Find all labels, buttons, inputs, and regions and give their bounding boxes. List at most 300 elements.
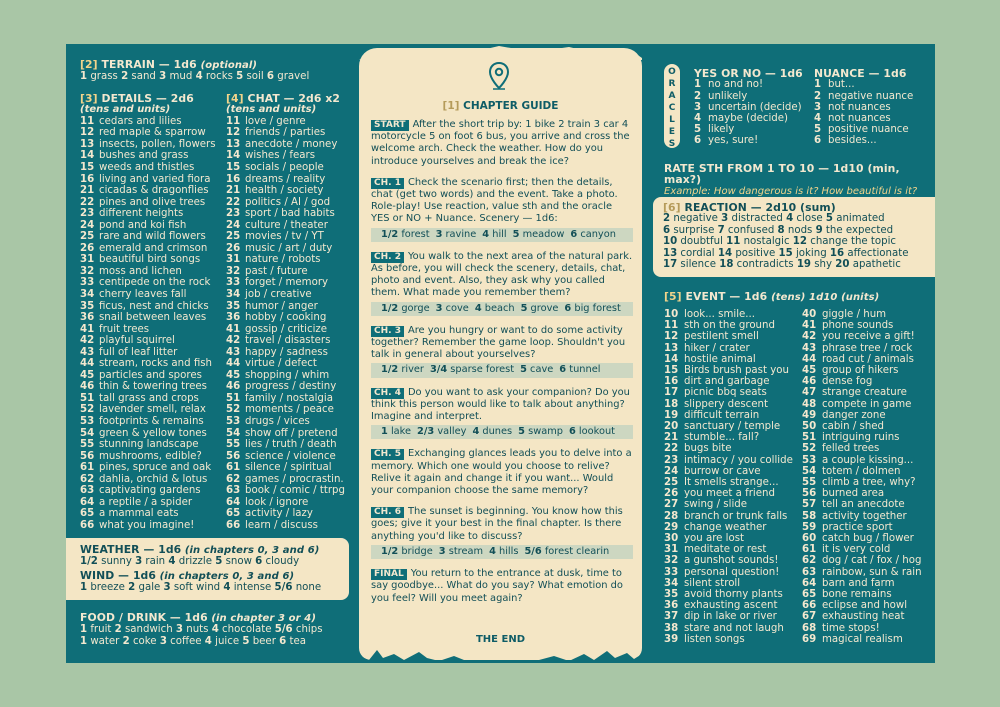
option-label: rocks: [202, 71, 237, 83]
item-text: you receive a gift!: [822, 331, 915, 343]
scenery-options: [371, 228, 633, 242]
scenery-number: 4: [472, 426, 480, 438]
list-item: [802, 331, 935, 342]
reaction-row: [663, 248, 908, 259]
item-text: not nuances: [828, 113, 891, 125]
item-number: 52: [226, 404, 241, 416]
list-item: [226, 439, 356, 451]
list-item: [80, 277, 226, 289]
list-item: [226, 508, 356, 520]
list-item: [802, 455, 935, 466]
item-text: tell an anecdote: [822, 499, 905, 511]
list-item: [664, 354, 804, 365]
list-item: [226, 266, 356, 278]
list-item: [80, 162, 226, 174]
option-label: confused: [724, 224, 778, 236]
item-text: pines, spruce and oak: [99, 462, 212, 474]
option-label: tea: [286, 635, 306, 647]
chapter-entry: [371, 251, 633, 316]
item-text: a gunshot sounds!: [684, 555, 779, 567]
item-text: meditate or rest: [684, 544, 767, 556]
item-text: giggle / hum: [822, 309, 887, 320]
item-text: but...: [828, 79, 855, 91]
item-text: learn / discuss: [245, 519, 318, 531]
list-item: [664, 466, 804, 477]
item-text: cicadas & dragonflies: [99, 185, 209, 197]
weather-note: (in chapters 0, 3 and 6): [181, 545, 320, 556]
list-item: [694, 124, 824, 135]
item-text: moss and lichen: [99, 265, 182, 277]
item-number: 13: [226, 138, 241, 150]
list-item: [694, 113, 824, 124]
list-item: [802, 443, 935, 454]
chapter-text: Do you want to ask your companion? Do you think this person would like to talk about anything? Imagine and interpret.: [371, 386, 630, 423]
item-text: group of hikers: [822, 365, 899, 377]
list-item: [80, 508, 226, 520]
item-number: 25: [226, 231, 241, 243]
weather-title: WEATHER — 1d6: [80, 543, 182, 556]
reaction-row: [663, 236, 908, 247]
scenery-number: 1/2: [381, 302, 399, 314]
item-text: travel / disasters: [245, 335, 331, 347]
item-text: forget / memory: [245, 277, 329, 289]
item-number: 15: [664, 365, 679, 377]
chapter-entry: [371, 448, 633, 497]
details-list: [80, 116, 226, 532]
item-text: hiker / crater: [684, 342, 750, 354]
item-number: 53: [226, 416, 241, 428]
reaction-list: [663, 213, 908, 270]
item-text: living and varied fiora: [99, 173, 211, 185]
scenery-number: 5: [512, 228, 520, 240]
item-number: 66: [80, 519, 95, 531]
option-label: gale: [135, 582, 164, 594]
item-number: 67: [802, 611, 817, 623]
chapter-guide-title: [359, 100, 642, 112]
list-item: [80, 451, 226, 463]
list-item: [226, 324, 356, 336]
list-item: [226, 208, 356, 220]
item-text: green & yellow tones: [99, 427, 207, 439]
list-item: [226, 347, 356, 359]
list-item: [226, 404, 356, 416]
list-item: [802, 432, 935, 443]
option-label: nods: [784, 224, 816, 236]
event-column-1: [664, 309, 804, 645]
list-item: [802, 544, 935, 555]
item-number: 44: [80, 358, 95, 370]
item-text: intriguing ruins: [822, 432, 900, 444]
yes-no-section: [694, 68, 824, 147]
item-text: exhausting ascent: [684, 600, 778, 612]
item-text: climb a tree, why?: [822, 477, 916, 489]
list-item: [664, 421, 804, 432]
reaction-row: [663, 259, 908, 270]
item-number: 32: [664, 555, 679, 567]
chapter-entry: [371, 177, 633, 242]
list-item: [802, 623, 935, 634]
item-number: 2: [814, 90, 822, 102]
rate-title: RATE STH FROM 1 TO 10 — 1d10 (min, max?): [664, 162, 900, 187]
item-number: 21: [226, 185, 241, 197]
terrain-section: [80, 59, 350, 83]
option-number: 15: [778, 247, 793, 259]
list-item: [226, 485, 356, 497]
item-text: captivating gardens: [99, 485, 201, 497]
chapter-text: Check the scenario first; then the details, chat (get two words) and the event. Take a photo. Role-play! Use reaction, value sth and the oracle YES or NO + Nuance. Scenery — 1d6:: [371, 176, 618, 225]
list-item: [80, 266, 226, 278]
option-label: distracted: [728, 213, 787, 225]
list-item: [802, 533, 935, 544]
item-text: unlikely: [708, 90, 748, 102]
option-label: rain: [142, 556, 169, 568]
item-text: science / violence: [245, 450, 336, 462]
item-text: ficus, nest and chicks: [99, 300, 209, 312]
option-label: apathetic: [849, 259, 901, 271]
item-number: 14: [664, 353, 679, 365]
item-number: 12: [226, 127, 241, 139]
list-item: [80, 197, 226, 209]
option-number: 4: [204, 635, 212, 647]
item-text: dense fog: [822, 376, 873, 388]
option-label: doubtful: [677, 236, 727, 248]
list-item: [664, 365, 804, 376]
scenery-label: gorge: [398, 302, 430, 314]
item-number: 25: [80, 231, 95, 243]
scenery-label: stream: [445, 545, 484, 557]
option-label: intense: [230, 582, 275, 594]
item-number: 43: [226, 346, 241, 358]
item-text: lavender smell, relax: [99, 404, 206, 416]
oracles-vertical-label: [664, 64, 680, 148]
list-item: [80, 497, 226, 509]
item-number: 27: [664, 499, 679, 511]
list-item: [802, 578, 935, 589]
item-text: insects, pollen, flowers: [99, 138, 216, 150]
list-item: [80, 116, 226, 128]
item-text: centipede on the rock: [99, 277, 211, 289]
option-label: coffee: [166, 635, 205, 647]
list-item: [226, 220, 356, 232]
oracle-letter: O: [668, 67, 676, 77]
list-item: [664, 555, 804, 566]
list-item: [80, 381, 226, 393]
option-number: 1/2: [80, 556, 98, 568]
item-number: 37: [664, 611, 679, 623]
item-text: time stops!: [822, 622, 880, 634]
list-item: [664, 578, 804, 589]
item-number: 23: [80, 208, 95, 220]
item-number: 34: [80, 289, 95, 301]
item-text: difficult terrain: [684, 409, 760, 421]
item-text: yes, sure!: [708, 135, 759, 147]
item-number: 51: [226, 392, 241, 404]
scenery-number: 6: [568, 426, 576, 438]
item-number: 34: [226, 289, 241, 301]
item-number: 5: [694, 124, 702, 136]
list-item: [802, 309, 935, 320]
list-item: [802, 589, 935, 600]
option-number: 12: [792, 236, 807, 248]
list-item: [664, 387, 804, 398]
list-item: [226, 358, 356, 370]
list-item: [802, 611, 935, 622]
oracle-letter: C: [668, 103, 676, 113]
item-text: activity / lazy: [245, 508, 313, 520]
option-number: 4: [195, 71, 203, 83]
item-text: dog / cat / fox / hog: [822, 555, 922, 567]
item-number: 31: [664, 544, 679, 556]
item-number: 13: [664, 342, 679, 354]
item-number: 45: [802, 365, 817, 377]
item-number: 36: [80, 312, 95, 324]
list-item: [664, 376, 804, 387]
item-text: picnic bbq seats: [684, 387, 767, 399]
item-number: 69: [802, 633, 817, 645]
list-item: [80, 335, 226, 347]
grass-silhouette: [359, 642, 642, 663]
item-text: full of leaf litter: [99, 346, 178, 358]
item-text: weeds and thistles: [99, 162, 195, 173]
option-label: cordial: [677, 247, 718, 259]
rate-section: [664, 163, 934, 197]
item-number: 64: [226, 496, 241, 508]
scenery-label: river: [398, 364, 424, 376]
list-item: [226, 312, 356, 324]
wind-title: WIND — 1d6: [80, 568, 156, 582]
item-text: look / ignore: [245, 496, 309, 508]
list-item: [226, 428, 356, 440]
scenery-label: valley: [434, 426, 467, 438]
item-number: 33: [226, 277, 241, 289]
list-item: [802, 488, 935, 499]
item-number: 52: [80, 404, 95, 416]
rate-example: Example: How dangerous is it? How beautiful is it?: [664, 185, 918, 197]
item-number: 4: [694, 113, 702, 125]
item-number: 62: [80, 473, 95, 485]
option-label: positive: [732, 247, 779, 259]
item-number: 18: [664, 398, 679, 410]
item-number: 49: [802, 409, 817, 421]
scenery-number: 3: [435, 228, 443, 240]
option-label: breeze: [87, 582, 129, 594]
list-item: [226, 127, 356, 139]
option-number: 4: [168, 556, 176, 568]
item-number: 43: [80, 346, 95, 358]
torn-edge-top: [359, 44, 642, 60]
chat-code: [4]: [226, 92, 244, 105]
item-number: 29: [664, 521, 679, 533]
option-label: change the topic: [806, 236, 897, 248]
item-text: stunning landscape: [99, 439, 199, 451]
scenery-number: 1: [381, 426, 388, 438]
item-number: 35: [226, 300, 241, 312]
item-number: 6: [694, 135, 702, 147]
option-number: 4: [223, 582, 231, 594]
reaction-box: [653, 197, 935, 277]
item-text: maybe (decide): [708, 113, 789, 125]
list-item: [226, 277, 356, 289]
oracle-letter: L: [669, 115, 675, 125]
item-text: cabin / shed: [822, 421, 885, 433]
item-text: sth on the ground: [684, 320, 775, 332]
scenery-number: 5: [518, 426, 525, 438]
list-item: [664, 499, 804, 510]
chapter-text: You return to the entrance at dusk, time to say goodbye... What do you say? What emotion do you feel? Will you meet again?: [371, 568, 623, 604]
list-item: [80, 520, 226, 532]
item-text: burned area: [822, 488, 885, 500]
item-number: 53: [802, 454, 817, 466]
item-number: 42: [80, 335, 95, 347]
item-text: show off / pretend: [245, 427, 338, 439]
item-number: 35: [80, 300, 95, 312]
list-item: [226, 139, 356, 151]
terrain-options: [80, 71, 350, 82]
chapter-badge: CH. 4: [371, 388, 404, 399]
item-text: socials / people: [245, 162, 324, 173]
chapter-entry: [371, 387, 633, 440]
item-text: humor / anger: [245, 300, 318, 312]
scenery-label: ravine: [442, 228, 477, 240]
scenery-label: hills: [495, 545, 519, 557]
option-label: gravel: [274, 71, 310, 83]
item-text: you are lost: [684, 533, 745, 545]
item-text: likely: [708, 124, 735, 136]
item-text: danger zone: [822, 409, 886, 421]
option-label: joking: [792, 247, 830, 259]
chapter-guide-panel: [359, 48, 642, 660]
item-text: magical realism: [822, 633, 903, 645]
event-code: [5]: [664, 290, 682, 303]
list-item: [802, 634, 935, 645]
map-pin-icon: [489, 62, 509, 94]
details-code: [3]: [80, 92, 98, 105]
list-item: [802, 511, 935, 522]
list-item: [694, 91, 824, 102]
scenery-number: 3: [438, 545, 446, 557]
nuance-title: NUANCE — 1d6: [814, 67, 907, 80]
item-number: 14: [226, 150, 241, 162]
option-number: 19: [796, 259, 812, 271]
list-item: [80, 474, 226, 486]
list-item: [664, 477, 804, 488]
item-text: thin & towering trees: [99, 381, 207, 393]
list-item: [80, 185, 226, 197]
item-text: practice sport: [822, 521, 893, 533]
option-number: 2: [663, 213, 671, 225]
item-text: silent stroll: [684, 577, 741, 589]
chapter-text: You walk to the next area of the natural park. As before, you will check the scenery, details, chat, photo and event. Also, they ask why you called them. What made you remember them?: [371, 250, 633, 299]
option-number: 3: [175, 624, 183, 636]
option-number: 5: [242, 635, 250, 647]
chapter-text: The sunset is beginning. You know how this goes; give it your best in the final chapter. Is there anything you'd like to discuss?: [371, 506, 623, 542]
list-item: [802, 477, 935, 488]
scenery-number: 5: [520, 364, 527, 376]
list-item: [80, 231, 226, 243]
item-number: 68: [802, 622, 817, 634]
item-text: totem / dolmen: [822, 465, 901, 477]
item-number: 35: [664, 589, 679, 601]
option-number: 4: [211, 624, 219, 636]
scenery-label: lake: [387, 426, 412, 438]
item-number: 65: [802, 589, 817, 601]
item-number: 11: [80, 115, 95, 127]
item-text: it is very cold: [822, 544, 891, 556]
item-text: bushes and grass: [99, 150, 189, 162]
item-number: 28: [664, 510, 679, 522]
item-number: 30: [664, 533, 679, 545]
list-item: [80, 254, 226, 266]
item-text: drugs / vices: [245, 416, 310, 428]
chapter-text: After the short trip by: 1 bike 2 train 3 car 4 motorcycle 5 on foot 6 bus, you arrive and cross the welcome arch. Check the weather. How do you introduce yourselves and break the ice?: [371, 119, 630, 167]
scenery-label: big forest: [571, 302, 621, 314]
option-label: sandwich: [121, 624, 176, 636]
option-label: surprise: [670, 224, 718, 236]
list-item: [80, 208, 226, 220]
option-number: 2: [114, 624, 122, 636]
item-text: silence / spiritual: [245, 462, 332, 474]
chat-title: CHAT — 2d6 x2: [247, 92, 340, 105]
details-subtitle: (tens and units): [80, 104, 171, 116]
reaction-title: REACTION — 2d10 (sum): [684, 201, 836, 214]
item-number: 24: [664, 465, 679, 477]
item-text: lies / truth / death: [245, 439, 337, 451]
item-number: 22: [80, 196, 95, 208]
item-text: exhausting heat: [822, 611, 905, 623]
item-text: past / future: [245, 265, 308, 277]
item-text: change weather: [684, 521, 767, 533]
list-item: [664, 343, 804, 354]
option-label: grass: [87, 71, 122, 83]
scenery-number: 6: [564, 302, 572, 314]
item-number: 36: [664, 600, 679, 612]
item-number: 39: [664, 633, 679, 645]
yes-no-title: YES OR NO — 1d6: [694, 67, 803, 80]
item-number: 54: [226, 427, 241, 439]
item-number: 55: [802, 477, 817, 489]
item-number: 40: [802, 309, 817, 320]
details-section: [80, 93, 226, 532]
option-label: none: [292, 582, 322, 594]
item-text: not nuances: [828, 101, 891, 113]
option-number: 20: [835, 259, 850, 271]
item-text: gossip / criticize: [245, 323, 328, 335]
list-item: [80, 312, 226, 324]
item-number: 15: [226, 162, 241, 173]
details-title: DETAILS — 2d6: [101, 92, 194, 105]
item-number: 33: [80, 277, 95, 289]
item-number: 56: [802, 488, 817, 500]
item-number: 14: [80, 150, 95, 162]
list-item: [80, 428, 226, 440]
list-item: [226, 462, 356, 474]
option-number: 3: [163, 582, 171, 594]
wind-note: (in chapters 0, 3 and 6): [156, 570, 295, 582]
list-item: [664, 522, 804, 533]
scenery-number: 1/2: [381, 228, 399, 240]
option-number: 5/6: [274, 624, 293, 636]
item-text: rainbow, sun & rain: [822, 566, 922, 578]
list-item: [226, 243, 356, 255]
item-number: 5: [814, 124, 822, 136]
item-text: what you imagine!: [99, 519, 195, 531]
item-number: 23: [226, 208, 241, 220]
item-number: 31: [80, 254, 95, 266]
reaction-row: [663, 213, 908, 224]
option-number: 3: [159, 71, 167, 83]
list-item: [814, 91, 934, 102]
list-item: [226, 416, 356, 428]
